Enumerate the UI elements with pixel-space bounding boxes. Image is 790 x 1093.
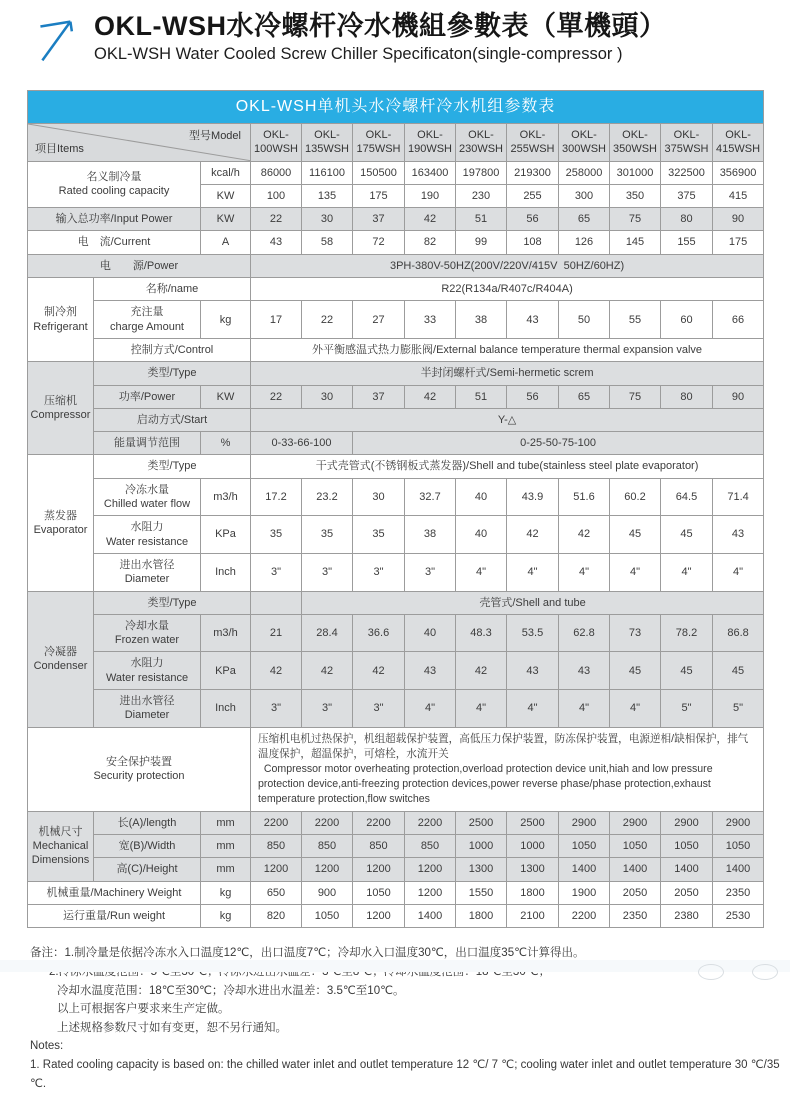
value-cell: 50 (559, 301, 610, 339)
note-line: Notes: (30, 1040, 64, 1053)
value-cell: 1200 (302, 858, 353, 881)
value-cell: 28.4 (302, 614, 353, 652)
value-cell: 1050 (302, 904, 353, 927)
doc-header (0, 0, 790, 78)
value-cell: 820 (251, 904, 302, 927)
table-title: OKL-WSH单机头水冷螺杆冷水机组参数表 (28, 91, 764, 124)
row-label-cell: 名义制冷量 Rated cooling capacity (28, 161, 201, 208)
value-cell: 4" (559, 690, 610, 728)
value-cell: 30 (302, 208, 353, 231)
value-cell: 1550 (456, 881, 507, 904)
unit-cell: mm (201, 858, 251, 881)
value-cell: 4" (507, 553, 559, 591)
value-cell: 4" (610, 690, 661, 728)
value-cell: 45 (713, 652, 764, 690)
value-cell: 155 (661, 231, 713, 254)
model-column-header: OKL- 375WSH (661, 124, 713, 162)
value-cell: 1200 (353, 904, 405, 927)
value-cell: 3" (405, 553, 456, 591)
row-label-cell: 名称/name (94, 278, 251, 301)
value-cell: 3" (353, 553, 405, 591)
value-cell: 100 (251, 184, 302, 207)
model-column-header: OKL- 175WSH (353, 124, 405, 162)
row-label-cell: 高(C)/Height (94, 858, 201, 881)
value-cell: 17.2 (251, 478, 302, 516)
value-cell: 0-25-50-75-100 (353, 432, 764, 455)
value-cell: 255 (507, 184, 559, 207)
group-label-cell: 冷凝器 Condenser (28, 591, 94, 727)
value-cell: 1000 (507, 835, 559, 858)
spec-row (28, 727, 764, 811)
value-cell: 27 (353, 301, 405, 339)
value-cell: 2900 (713, 811, 764, 834)
value-cell: 1400 (559, 858, 610, 881)
value-cell: 301000 (610, 161, 661, 184)
value-cell: 53.5 (507, 614, 559, 652)
model-label: 型号Model (189, 130, 241, 142)
spec-table (27, 90, 764, 928)
note-line: 1. Rated cooling capacity is based on: the chilled water inlet and outlet temperature 12 ℃/ 7 ℃; cooling water inlet and outlet temperature 30 ℃/35 ℃. (30, 1059, 780, 1090)
value-cell: 66 (713, 301, 764, 339)
items-label: 项目Items (35, 143, 84, 156)
value-cell: 375 (661, 184, 713, 207)
value-cell: 35 (302, 516, 353, 554)
value-cell: 3" (251, 690, 302, 728)
value-cell: 86.8 (713, 614, 764, 652)
value-cell: 900 (302, 881, 353, 904)
value-cell: 2050 (661, 881, 713, 904)
value-cell: 1300 (456, 858, 507, 881)
value-cell: 40 (456, 478, 507, 516)
value-cell: 42 (456, 652, 507, 690)
value-cell: 2050 (610, 881, 661, 904)
value-cell: 外平衡感温式热力膨胀阀/External balance temperature thermal expansion valve (251, 338, 764, 361)
value-cell: 35 (353, 516, 405, 554)
spec-row (28, 338, 764, 361)
value-cell: 1400 (405, 904, 456, 927)
unit-cell: KW (201, 208, 251, 231)
note-line: 备注：1.制冷量是依据冷冻水入口温度12℃，出口温度7℃；冷却水入口温度30℃，出口温度35℃计算得出。 (30, 947, 585, 960)
value-cell: 4" (507, 690, 559, 728)
value-cell: 17 (251, 301, 302, 339)
value-cell: 4" (456, 690, 507, 728)
spec-row (28, 690, 764, 728)
model-column-header: OKL- 135WSH (302, 124, 353, 162)
model-column-header: OKL- 300WSH (559, 124, 610, 162)
value-cell: 干式壳管式(不锈钢板式蒸发器)/Shell and tube(stainless steel plate evaporator) (251, 455, 764, 478)
value-cell: R22(R134a/R407c/R404A) (251, 278, 764, 301)
note-line: 以上可根据客户要求来生产定做。 (57, 1003, 230, 1016)
value-cell: 30 (353, 478, 405, 516)
value-cell: 1200 (251, 858, 302, 881)
unit-cell: kg (201, 881, 251, 904)
unit-cell: kg (201, 904, 251, 927)
row-label-cell: 启动方式/Start (94, 408, 251, 431)
value-cell: 3" (353, 690, 405, 728)
value-cell: 1900 (559, 881, 610, 904)
spec-row (28, 231, 764, 254)
value-cell: 58 (302, 231, 353, 254)
value-cell: 60.2 (610, 478, 661, 516)
value-cell: 42 (353, 652, 405, 690)
group-label-cell: 压缩机 Compressor (28, 362, 94, 455)
value-cell: 65 (559, 385, 610, 408)
group-label-cell: 制冷剂 Refrigerant (28, 278, 94, 362)
value-cell: 90 (713, 385, 764, 408)
row-label-cell: 类型/Type (94, 591, 251, 614)
page-subtitle: OKL-WSH Water Cooled Screw Chiller Specificaton(single-compressor ) (94, 44, 623, 63)
spec-row (28, 408, 764, 431)
note-line: 冷却水温度范围：18℃至30℃；冷却水进出水温差：3.5℃至10℃。 (57, 984, 405, 997)
value-cell: 30 (302, 385, 353, 408)
value-cell: 21 (251, 614, 302, 652)
row-label-cell: 冷却水量 Frozen water (94, 614, 201, 652)
value-cell: 230 (456, 184, 507, 207)
value-cell: 850 (405, 835, 456, 858)
value-cell: 38 (405, 516, 456, 554)
value-cell: 56 (507, 208, 559, 231)
decor-arc (752, 964, 778, 980)
unit-cell: mm (201, 811, 251, 834)
value-cell: 4" (610, 553, 661, 591)
value-cell: 1200 (353, 858, 405, 881)
spec-row (28, 278, 764, 301)
value-cell: 2500 (456, 811, 507, 834)
model-column-header: OKL- 190WSH (405, 124, 456, 162)
row-label-cell: 类型/Type (94, 362, 251, 385)
page-bottom-strip (0, 960, 790, 972)
value-cell: 2900 (661, 811, 713, 834)
value-cell: 43 (251, 231, 302, 254)
value-cell: 3PH-380V-50HZ(200V/220V/415V 50HZ/60HZ) (251, 254, 764, 277)
value-cell: 43 (405, 652, 456, 690)
row-label-cell: 进出水管径 Diameter (94, 553, 201, 591)
value-cell: 2500 (507, 811, 559, 834)
unit-cell: Inch (201, 553, 251, 591)
row-label-cell: 长(A)/length (94, 811, 201, 834)
unit-cell: m3/h (201, 478, 251, 516)
row-label-cell: 安全保护装置 Security protection (28, 727, 251, 811)
value-cell: 43.9 (507, 478, 559, 516)
unit-cell: KW (201, 184, 251, 207)
value-cell: 4" (713, 553, 764, 591)
value-cell: 2530 (713, 904, 764, 927)
value-cell: 32.7 (405, 478, 456, 516)
value-cell: 5" (661, 690, 713, 728)
value-cell: 22 (251, 208, 302, 231)
value-cell: 1200 (405, 881, 456, 904)
value-cell: 4" (559, 553, 610, 591)
value-cell: 197800 (456, 161, 507, 184)
spec-row (28, 161, 764, 184)
table-title-row (28, 91, 764, 124)
value-cell: 1800 (456, 904, 507, 927)
value-cell: 2200 (405, 811, 456, 834)
value-cell: 55 (610, 301, 661, 339)
value-cell: 1400 (661, 858, 713, 881)
value-cell: 33 (405, 301, 456, 339)
spec-row (28, 301, 764, 339)
value-cell: 45 (661, 652, 713, 690)
spec-row (28, 455, 764, 478)
value-cell: 42 (302, 652, 353, 690)
value-cell: 850 (353, 835, 405, 858)
value-cell: 4" (661, 553, 713, 591)
value-cell: 36.6 (353, 614, 405, 652)
unit-cell: mm (201, 835, 251, 858)
value-cell: 42 (251, 652, 302, 690)
value-cell: 1400 (610, 858, 661, 881)
value-cell: 42 (405, 208, 456, 231)
value-cell: 72 (353, 231, 405, 254)
value-cell: 163400 (405, 161, 456, 184)
unit-cell: KPa (201, 516, 251, 554)
value-cell: 45 (610, 652, 661, 690)
value-cell: 42 (507, 516, 559, 554)
value-cell: 2350 (610, 904, 661, 927)
value-cell: 99 (456, 231, 507, 254)
value-cell: 1300 (507, 858, 559, 881)
unit-cell: KPa (201, 652, 251, 690)
value-cell: 3" (251, 553, 302, 591)
value-cell: 半封闭螺杆式/Semi-hermetic screm (251, 362, 764, 385)
spec-row (28, 591, 764, 614)
value-cell: 2350 (713, 881, 764, 904)
row-label-cell: 冷冻水量 Chilled water flow (94, 478, 201, 516)
row-label-cell: 控制方式/Control (94, 338, 251, 361)
value-cell: 415 (713, 184, 764, 207)
value-cell: 23.2 (302, 478, 353, 516)
value-cell: 42 (559, 516, 610, 554)
value-cell: 1050 (353, 881, 405, 904)
value-cell: 1800 (507, 881, 559, 904)
value-cell: 43 (507, 301, 559, 339)
model-column-header: OKL- 415WSH (713, 124, 764, 162)
value-cell: 3" (302, 553, 353, 591)
value-cell: 356900 (713, 161, 764, 184)
value-cell: 37 (353, 385, 405, 408)
row-label-cell: 水阻力 Water resistance (94, 516, 201, 554)
value-cell: 4" (405, 690, 456, 728)
value-cell: 51 (456, 208, 507, 231)
value-cell: 62.8 (559, 614, 610, 652)
value-cell: 258000 (559, 161, 610, 184)
spec-row (28, 254, 764, 277)
unit-cell: % (201, 432, 251, 455)
spec-row (28, 811, 764, 834)
row-label-cell: 机械重量/Machinery Weight (28, 881, 201, 904)
value-cell: 38 (456, 301, 507, 339)
row-label-cell: 电 流/Current (28, 231, 201, 254)
arrow-logo-icon (24, 12, 82, 70)
spec-row (28, 432, 764, 455)
value-cell: 322500 (661, 161, 713, 184)
spec-row (28, 478, 764, 516)
value-cell: 150500 (353, 161, 405, 184)
value-cell: 145 (610, 231, 661, 254)
value-cell: 75 (610, 208, 661, 231)
row-label-cell: 宽(B)/Width (94, 835, 201, 858)
unit-cell: kcal/h (201, 161, 251, 184)
unit-cell: kg (201, 301, 251, 339)
model-column-header: OKL- 100WSH (251, 124, 302, 162)
value-cell: 73 (610, 614, 661, 652)
value-cell: 43 (507, 652, 559, 690)
value-cell: Y-△ (251, 408, 764, 431)
value-cell: 80 (661, 208, 713, 231)
value-cell: 82 (405, 231, 456, 254)
value-cell: 1050 (661, 835, 713, 858)
unit-cell: Inch (201, 690, 251, 728)
value-cell: 56 (507, 385, 559, 408)
value-cell: 75 (610, 385, 661, 408)
row-label-cell: 功率/Power (94, 385, 201, 408)
value-cell (251, 591, 302, 614)
value-cell: 850 (251, 835, 302, 858)
value-cell: 1050 (559, 835, 610, 858)
value-cell: 2200 (559, 904, 610, 927)
value-cell: 1050 (610, 835, 661, 858)
title-block (94, 10, 666, 64)
unit-cell: KW (201, 385, 251, 408)
row-label-cell: 类型/Type (94, 455, 251, 478)
row-label-cell: 充注量 charge Amount (94, 301, 201, 339)
value-cell: 175 (713, 231, 764, 254)
row-label-cell: 进出水管径 Diameter (94, 690, 201, 728)
decor-arc (698, 964, 724, 980)
value-cell: 壳管式/Shell and tube (302, 591, 764, 614)
value-cell: 2200 (302, 811, 353, 834)
spec-row (28, 385, 764, 408)
value-cell: 22 (251, 385, 302, 408)
model-column-header: OKL- 255WSH (507, 124, 559, 162)
value-cell: 1000 (456, 835, 507, 858)
row-label-cell: 运行重量/Run weight (28, 904, 201, 927)
page-title: OKL-WSH水冷螺杆冷水機組參數表（單機頭） (94, 11, 667, 41)
value-cell: 40 (405, 614, 456, 652)
value-cell: 86000 (251, 161, 302, 184)
value-cell: 650 (251, 881, 302, 904)
spec-row (28, 614, 764, 652)
row-label-cell: 电 源/Power (28, 254, 251, 277)
value-cell: 126 (559, 231, 610, 254)
value-cell: 42 (405, 385, 456, 408)
value-cell: 2100 (507, 904, 559, 927)
model-column-header: OKL- 350WSH (610, 124, 661, 162)
value-cell: 116100 (302, 161, 353, 184)
value-cell: 219300 (507, 161, 559, 184)
value-cell: 3" (302, 690, 353, 728)
value-cell: 43 (713, 516, 764, 554)
value-cell: 108 (507, 231, 559, 254)
spec-row (28, 835, 764, 858)
corner-cell (28, 124, 251, 162)
value-cell: 1400 (713, 858, 764, 881)
model-column-header: OKL- 230WSH (456, 124, 507, 162)
value-cell: 2900 (559, 811, 610, 834)
value-cell: 300 (559, 184, 610, 207)
spec-row (28, 208, 764, 231)
value-cell: 0-33-66-100 (251, 432, 353, 455)
value-cell: 78.2 (661, 614, 713, 652)
value-cell: 40 (456, 516, 507, 554)
value-cell: 48.3 (456, 614, 507, 652)
value-cell: 51 (456, 385, 507, 408)
value-cell: 45 (610, 516, 661, 554)
unit-cell: m3/h (201, 614, 251, 652)
value-cell: 190 (405, 184, 456, 207)
row-label-cell: 输入总功率/Input Power (28, 208, 201, 231)
group-label-cell: 机械尺寸 Mechanical Dimensions (28, 811, 94, 881)
value-cell: 71.4 (713, 478, 764, 516)
value-cell: 1200 (405, 858, 456, 881)
spec-row (28, 516, 764, 554)
note-line: 上述规格参数尺寸如有变更，恕不另行通知。 (57, 1021, 287, 1034)
unit-cell: A (201, 231, 251, 254)
value-cell: 37 (353, 208, 405, 231)
spec-row (28, 904, 764, 927)
value-cell: 64.5 (661, 478, 713, 516)
value-cell: 1050 (713, 835, 764, 858)
value-cell: 60 (661, 301, 713, 339)
spec-row (28, 881, 764, 904)
value-cell: 2900 (610, 811, 661, 834)
spec-row (28, 362, 764, 385)
value-cell: 51.6 (559, 478, 610, 516)
spec-row (28, 652, 764, 690)
value-cell: 压缩机电机过热保护，机组超载保护装置，高低压力保护装置，防冻保护装置，电源逆相/缺相保护，排气温度保护，超温保护，可熔栓，水流开关 Compressor motor overheating protection,overload protection device unit,hiah and low pressure protection device,anti-freezing protection devices,power reverse phase/phase protection,exhaust temperature protection,flow switches (251, 727, 764, 811)
value-cell: 80 (661, 385, 713, 408)
value-cell: 850 (302, 835, 353, 858)
model-header-row (28, 124, 764, 162)
group-label-cell: 蒸发器 Evaporator (28, 455, 94, 591)
row-label-cell: 能量调节范围 (94, 432, 201, 455)
value-cell: 4" (456, 553, 507, 591)
value-cell: 2200 (353, 811, 405, 834)
spec-row (28, 553, 764, 591)
value-cell: 65 (559, 208, 610, 231)
value-cell: 2380 (661, 904, 713, 927)
value-cell: 90 (713, 208, 764, 231)
value-cell: 5" (713, 690, 764, 728)
value-cell: 2200 (251, 811, 302, 834)
value-cell: 135 (302, 184, 353, 207)
value-cell: 35 (251, 516, 302, 554)
value-cell: 350 (610, 184, 661, 207)
value-cell: 175 (353, 184, 405, 207)
value-cell: 22 (302, 301, 353, 339)
value-cell: 43 (559, 652, 610, 690)
value-cell: 45 (661, 516, 713, 554)
row-label-cell: 水阻力 Water resistance (94, 652, 201, 690)
spec-row (28, 858, 764, 881)
